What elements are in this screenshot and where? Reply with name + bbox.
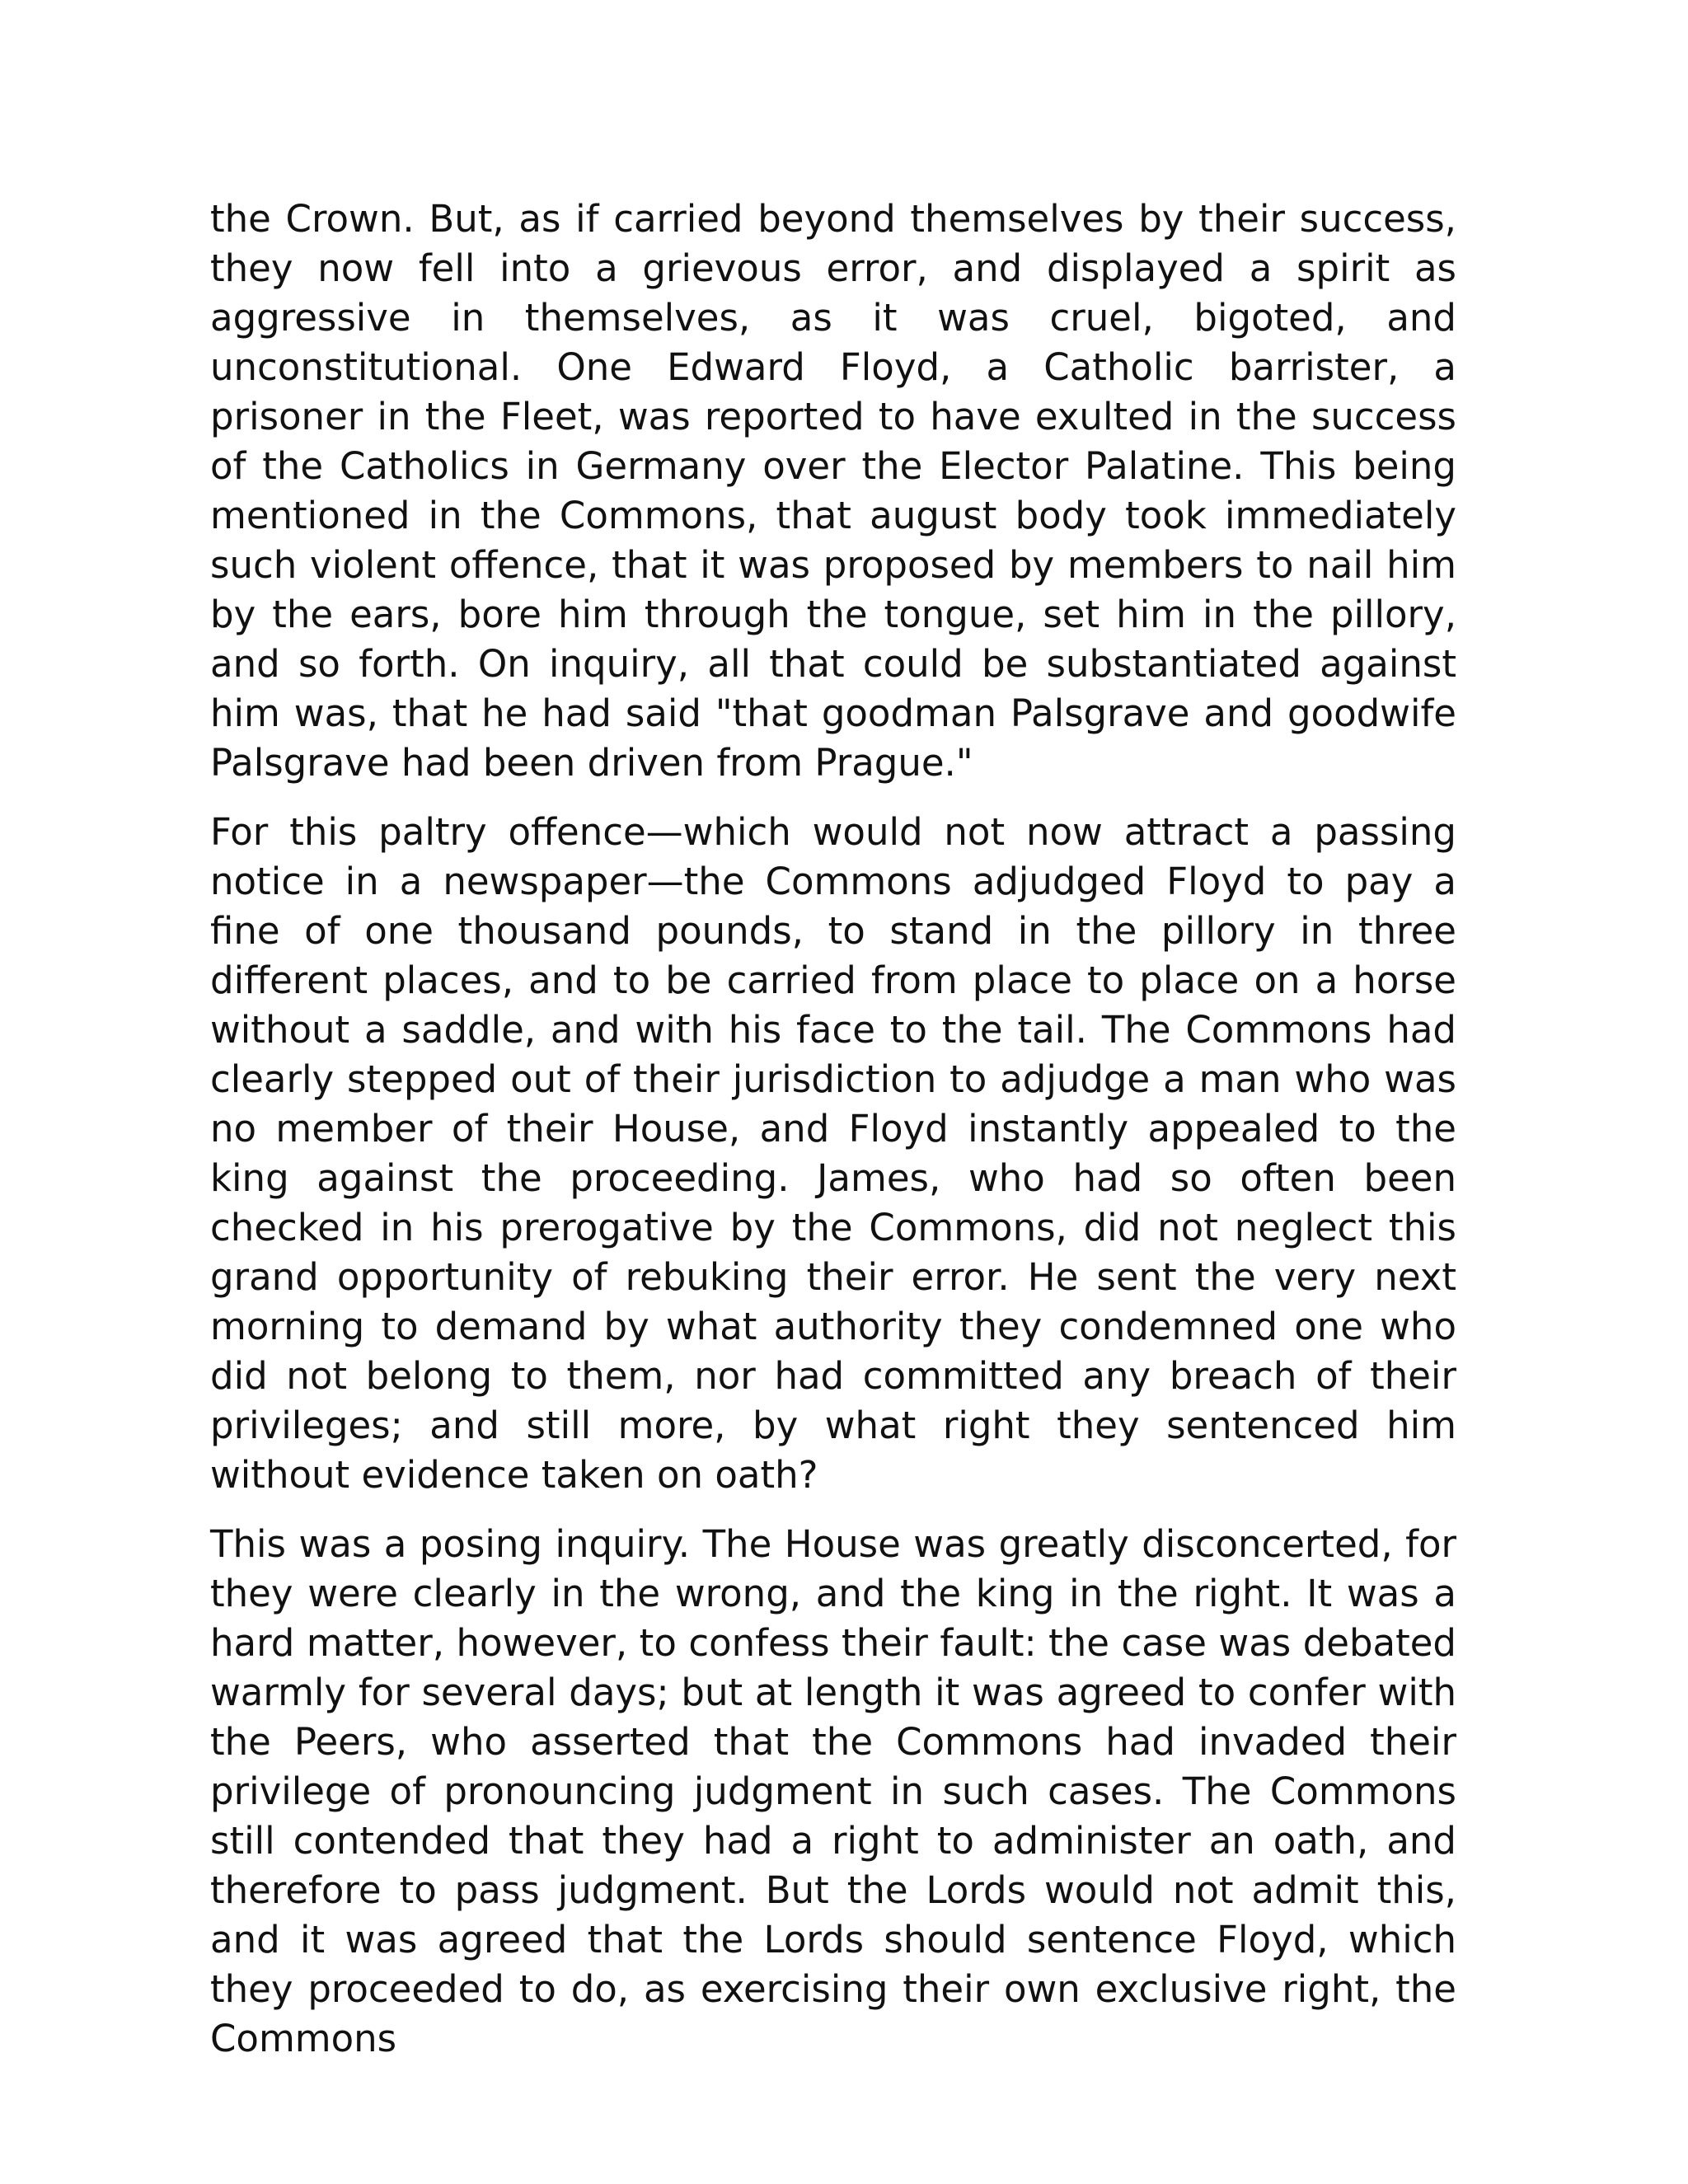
document-page	[210, 194, 1456, 2083]
paragraph-2: For this paltry offence—which would not now attract a passing notice in a newspaper—the Commons adjudged Floyd to pay a fine of one thousand pounds, to stand in the pillory in three different places, and to be carried from place to place on a horse without a saddle, and with his face to the tail. The Commons had clearly stepped out of their jurisdiction to adjudge a man who was no member of their House, and Floyd instantly appealed to the king against the proceeding. James, who had so often been checked in his prerogative by the Commons, did not neglect this grand opportunity of rebuking their error. He sent the very next morning to demand by what authority they condemned one who did not belong to them, nor had committed any breach of their privileges; and still more, by what right they sentenced him without evidence taken on oath?	[210, 810, 1456, 1497]
paragraph-3: This was a posing inquiry. The House was greatly disconcerted, for they were clearly in the wrong, and the king in the right. It was a hard matter, however, to confess their fault: the case was debated warmly for several days; but at length it was agreed to confer with the Peers, who asserted that the Commons had invaded their privilege of pronouncing judgment in such cases. The Commons still contended that they had a right to administer an oath, and therefore to pass judgment. But the Lords would not admit this, and it was agreed that the Lords should sentence Floyd, which they proceeded to do, as exercising their own exclusive right, the Commons	[210, 1522, 1456, 2060]
paragraph-1: the Crown. But, as if carried beyond themselves by their success, they now fell into a grievous error, and displayed a spirit as aggressive in themselves, as it was cruel, bigoted, and unconstitutional. One Edward Floyd, a Catholic barrister, a prisoner in the Fleet, was reported to have exulted in the success of the Catholics in Germany over the Elector Palatine. This being mentioned in the Commons, that august body took immediately such violent offence, that it was proposed by members to nail him by the ears, bore him through the tongue, set him in the pillory, and so forth. On inquiry, all that could be substantiated against him was, that he had said "that goodman Palsgrave and goodwife Palsgrave had been driven from Prague."	[210, 197, 1456, 785]
